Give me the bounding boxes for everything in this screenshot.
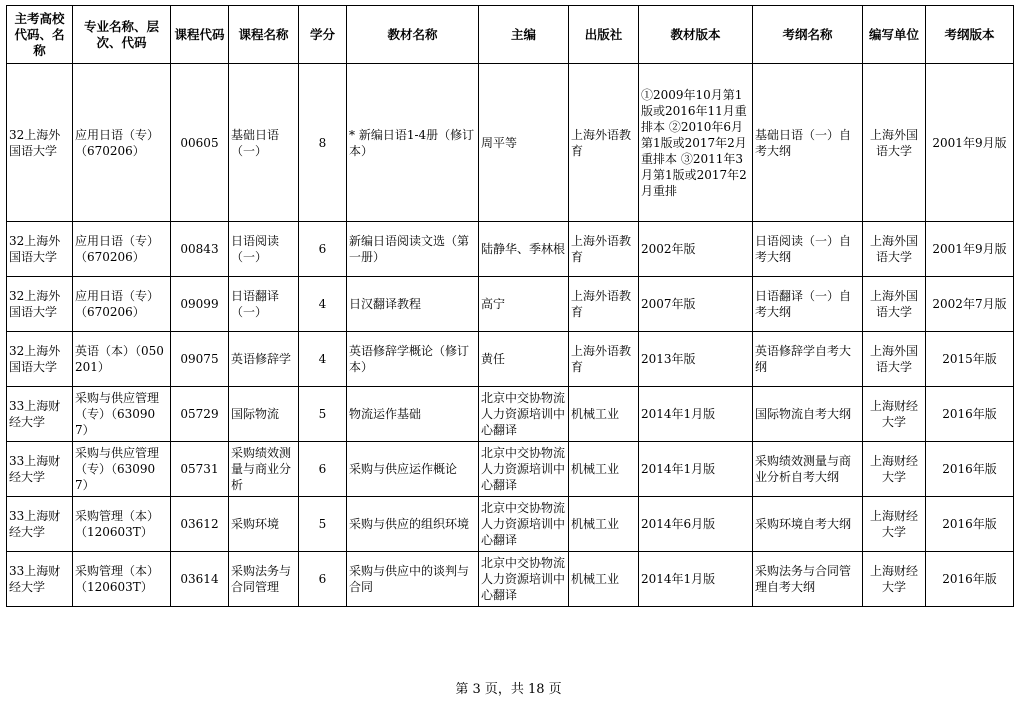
header-edition: 教材版本 (639, 6, 753, 64)
cell-course-code: 03612 (171, 497, 229, 552)
cell-school: 33上海财经大学 (7, 387, 73, 442)
cell-unit: 上海外国语大学 (863, 64, 926, 222)
cell-unit: 上海财经大学 (863, 387, 926, 442)
cell-credit: 6 (299, 222, 347, 277)
cell-editor: 北京中交协物流人力资源培训中心翻译 (479, 497, 569, 552)
cell-editor: 北京中交协物流人力资源培训中心翻译 (479, 387, 569, 442)
cell-editor: 陆静华、季林根 (479, 222, 569, 277)
cell-school: 32上海外国语大学 (7, 222, 73, 277)
table-row (7, 442, 1014, 497)
cell-unit: 上海外国语大学 (863, 332, 926, 387)
header-outline: 考纲名称 (753, 6, 863, 64)
cell-outline: 日语阅读（一）自考大纲 (753, 222, 863, 277)
table-row (7, 552, 1014, 607)
cell-outline-version: 2016年版 (926, 497, 1014, 552)
header-editor: 主编 (479, 6, 569, 64)
cell-outline: 日语翻译（一）自考大纲 (753, 277, 863, 332)
table-row (7, 387, 1014, 442)
cell-course-code: 00843 (171, 222, 229, 277)
cell-outline: 英语修辞学自考大纲 (753, 332, 863, 387)
cell-outline: 国际物流自考大纲 (753, 387, 863, 442)
cell-credit: 6 (299, 552, 347, 607)
header-course-code: 课程代码 (171, 6, 229, 64)
cell-textbook: 英语修辞学概论（修订本） (347, 332, 479, 387)
cell-school: 33上海财经大学 (7, 552, 73, 607)
cell-school: 32上海外国语大学 (7, 277, 73, 332)
cell-school: 32上海外国语大学 (7, 64, 73, 222)
header-row (7, 6, 1014, 64)
cell-course-name: 国际物流 (229, 387, 299, 442)
cell-credit: 4 (299, 332, 347, 387)
cell-credit: 4 (299, 277, 347, 332)
cell-major: 应用日语（专）（670206） (73, 222, 171, 277)
cell-unit: 上海财经大学 (863, 552, 926, 607)
cell-edition: ①2009年10月第1版或2016年11月重排本 ②2010年6月第1版或2017年2月重排本 ③2011年3月第1版或2017年2月重排 (639, 64, 753, 222)
cell-school: 32上海外国语大学 (7, 332, 73, 387)
cell-publisher: 上海外语教育 (569, 222, 639, 277)
header-publisher: 出版社 (569, 6, 639, 64)
cell-course-name: 英语修辞学 (229, 332, 299, 387)
cell-major: 应用日语（专）（670206） (73, 64, 171, 222)
cell-publisher: 上海外语教育 (569, 64, 639, 222)
cell-textbook: 采购与供应运作概论 (347, 442, 479, 497)
cell-edition: 2014年1月版 (639, 442, 753, 497)
cell-edition: 2014年6月版 (639, 497, 753, 552)
table-row (7, 332, 1014, 387)
cell-course-name: 采购绩效测量与商业分析 (229, 442, 299, 497)
cell-publisher: 机械工业 (569, 387, 639, 442)
header-credit: 学分 (299, 6, 347, 64)
cell-school: 33上海财经大学 (7, 497, 73, 552)
cell-course-code: 09099 (171, 277, 229, 332)
cell-outline-version: 2001年9月版 (926, 64, 1014, 222)
cell-course-code: 05731 (171, 442, 229, 497)
cell-course-name: 采购环境 (229, 497, 299, 552)
header-outline-version: 考纲版本 (926, 6, 1014, 64)
cell-textbook: 日汉翻译教程 (347, 277, 479, 332)
cell-edition: 2002年版 (639, 222, 753, 277)
cell-edition: 2007年版 (639, 277, 753, 332)
cell-school: 33上海财经大学 (7, 442, 73, 497)
cell-publisher: 机械工业 (569, 442, 639, 497)
cell-major: 采购与供应管理（专）（630907） (73, 387, 171, 442)
cell-outline-version: 2015年版 (926, 332, 1014, 387)
cell-outline: 采购法务与合同管理自考大纲 (753, 552, 863, 607)
table-row (7, 277, 1014, 332)
cell-course-name: 日语阅读（一） (229, 222, 299, 277)
table-row (7, 497, 1014, 552)
cell-course-name: 采购法务与合同管理 (229, 552, 299, 607)
cell-textbook: 采购与供应的组织环境 (347, 497, 479, 552)
cell-credit: 5 (299, 497, 347, 552)
cell-major: 应用日语（专）（670206） (73, 277, 171, 332)
cell-editor: 周平等 (479, 64, 569, 222)
cell-outline-version: 2001年9月版 (926, 222, 1014, 277)
textbook-table (6, 5, 1014, 607)
header-textbook: 教材名称 (347, 6, 479, 64)
cell-textbook: 采购与供应中的谈判与合同 (347, 552, 479, 607)
cell-course-code: 00605 (171, 64, 229, 222)
cell-major: 采购管理（本）（120603T） (73, 497, 171, 552)
cell-major: 采购与供应管理（专）（630907） (73, 442, 171, 497)
cell-course-code: 03614 (171, 552, 229, 607)
header-unit: 编写单位 (863, 6, 926, 64)
cell-publisher: 上海外语教育 (569, 332, 639, 387)
cell-editor: 北京中交协物流人力资源培训中心翻译 (479, 552, 569, 607)
cell-edition: 2013年版 (639, 332, 753, 387)
cell-textbook: 新编日语阅读文选（第一册） (347, 222, 479, 277)
header-course-name: 课程名称 (229, 6, 299, 64)
cell-outline: 采购环境自考大纲 (753, 497, 863, 552)
cell-major: 英语（本）（050201） (73, 332, 171, 387)
cell-outline: 基础日语（一）自考大纲 (753, 64, 863, 222)
header-school: 主考高校代码、名称 (7, 6, 73, 64)
page-footer: 第 3 页，共 18 页 (455, 682, 562, 697)
cell-course-code: 05729 (171, 387, 229, 442)
cell-outline-version: 2002年7月版 (926, 277, 1014, 332)
cell-publisher: 机械工业 (569, 552, 639, 607)
cell-outline-version: 2016年版 (926, 387, 1014, 442)
cell-outline-version: 2016年版 (926, 552, 1014, 607)
cell-major: 采购管理（本）（120603T） (73, 552, 171, 607)
cell-edition: 2014年1月版 (639, 387, 753, 442)
cell-textbook: * 新编日语1-4册（修订本） (347, 64, 479, 222)
cell-unit: 上海财经大学 (863, 442, 926, 497)
cell-editor: 高宁 (479, 277, 569, 332)
cell-editor: 北京中交协物流人力资源培训中心翻译 (479, 442, 569, 497)
cell-credit: 6 (299, 442, 347, 497)
cell-publisher: 上海外语教育 (569, 277, 639, 332)
table-row (7, 222, 1014, 277)
cell-unit: 上海外国语大学 (863, 222, 926, 277)
cell-textbook: 物流运作基础 (347, 387, 479, 442)
table-row (7, 64, 1014, 222)
cell-editor: 黄任 (479, 332, 569, 387)
cell-outline-version: 2016年版 (926, 442, 1014, 497)
cell-credit: 8 (299, 64, 347, 222)
cell-course-name: 基础日语（一） (229, 64, 299, 222)
cell-unit: 上海财经大学 (863, 497, 926, 552)
cell-unit: 上海外国语大学 (863, 277, 926, 332)
cell-course-name: 日语翻译（一） (229, 277, 299, 332)
cell-edition: 2014年1月版 (639, 552, 753, 607)
header-major: 专业名称、层次、代码 (73, 6, 171, 64)
cell-publisher: 机械工业 (569, 497, 639, 552)
cell-credit: 5 (299, 387, 347, 442)
cell-outline: 采购绩效测量与商业分析自考大纲 (753, 442, 863, 497)
cell-course-code: 09075 (171, 332, 229, 387)
